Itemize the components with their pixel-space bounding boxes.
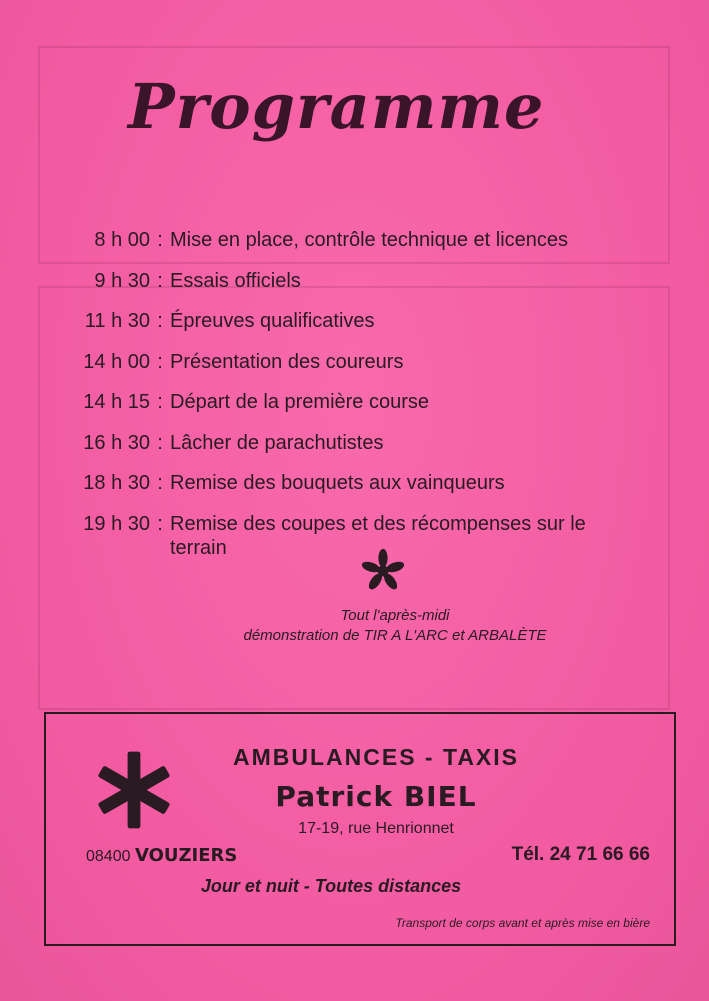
schedule-colon: : [157,512,163,535]
ad-postcode: 08400 [86,848,131,865]
schedule-row [40,228,680,252]
ad-city: VOUZIERS [134,845,238,866]
schedule-time: 16 h 30 [83,431,150,454]
ambulance-taxi-ad [44,712,676,946]
schedule-description: Remise des coupes et des récompenses sur le terrain [170,512,586,559]
schedule-description: Épreuves qualificatives [170,310,375,332]
schedule-colon: : [157,229,163,251]
schedule-row [40,431,680,455]
schedule-row [40,269,680,293]
ad-service-line: AMBULANCES - TAXIS [232,744,519,770]
afternoon-note [150,606,640,646]
schedule-time: 19 h 30 [83,512,150,535]
schedule-row [40,390,680,414]
ad-city-line [86,845,237,866]
schedule-description: Présentation des coureurs [170,350,404,373]
schedule-description: Départ de la première course [170,391,430,413]
medical-star-icon [94,750,174,830]
note-line-2: démonstration de TIR A L'ARC et ARBALÈTE [243,627,547,644]
schedule-colon: : [157,269,163,292]
schedule-time: 14 h 00 [83,350,150,373]
schedule-colon: : [157,391,163,413]
ad-business-name: Patrick BIEL [275,780,477,813]
schedule-time: 14 h 15 [83,391,150,413]
ad-footer-note: Transport de corps avant et après mise en bière [395,916,650,930]
schedule-row [40,350,680,374]
schedule-description: Essais officiels [170,269,301,292]
note-line-1: Tout l'après-midi [340,607,450,624]
schedule-list [40,228,680,576]
ad-slogan: Jour et nuit - Toutes distances [200,876,462,896]
ad-telephone: Tél. 24 71 66 66 [511,844,650,865]
schedule-time: 18 h 30 [83,472,150,494]
schedule-time: 8 h 00 [94,229,150,251]
schedule-row [40,309,680,333]
schedule-row [40,471,680,495]
schedule-time: 11 h 30 [84,310,150,332]
schedule-colon: : [157,472,163,494]
ad-address: 17-19, rue Henrionnet [298,820,454,837]
schedule-description: Lâcher de parachutistes [170,431,384,454]
asterisk-ornament-icon [360,548,406,594]
schedule-time: 9 h 30 [94,269,150,292]
schedule-colon: : [157,310,163,332]
schedule-colon: : [157,350,163,373]
page-title: Programme [128,70,545,143]
schedule-description: Mise en place, contrôle technique et licences [170,229,569,251]
schedule-description: Remise des bouquets aux vainqueurs [170,472,505,494]
schedule-colon: : [157,431,163,454]
